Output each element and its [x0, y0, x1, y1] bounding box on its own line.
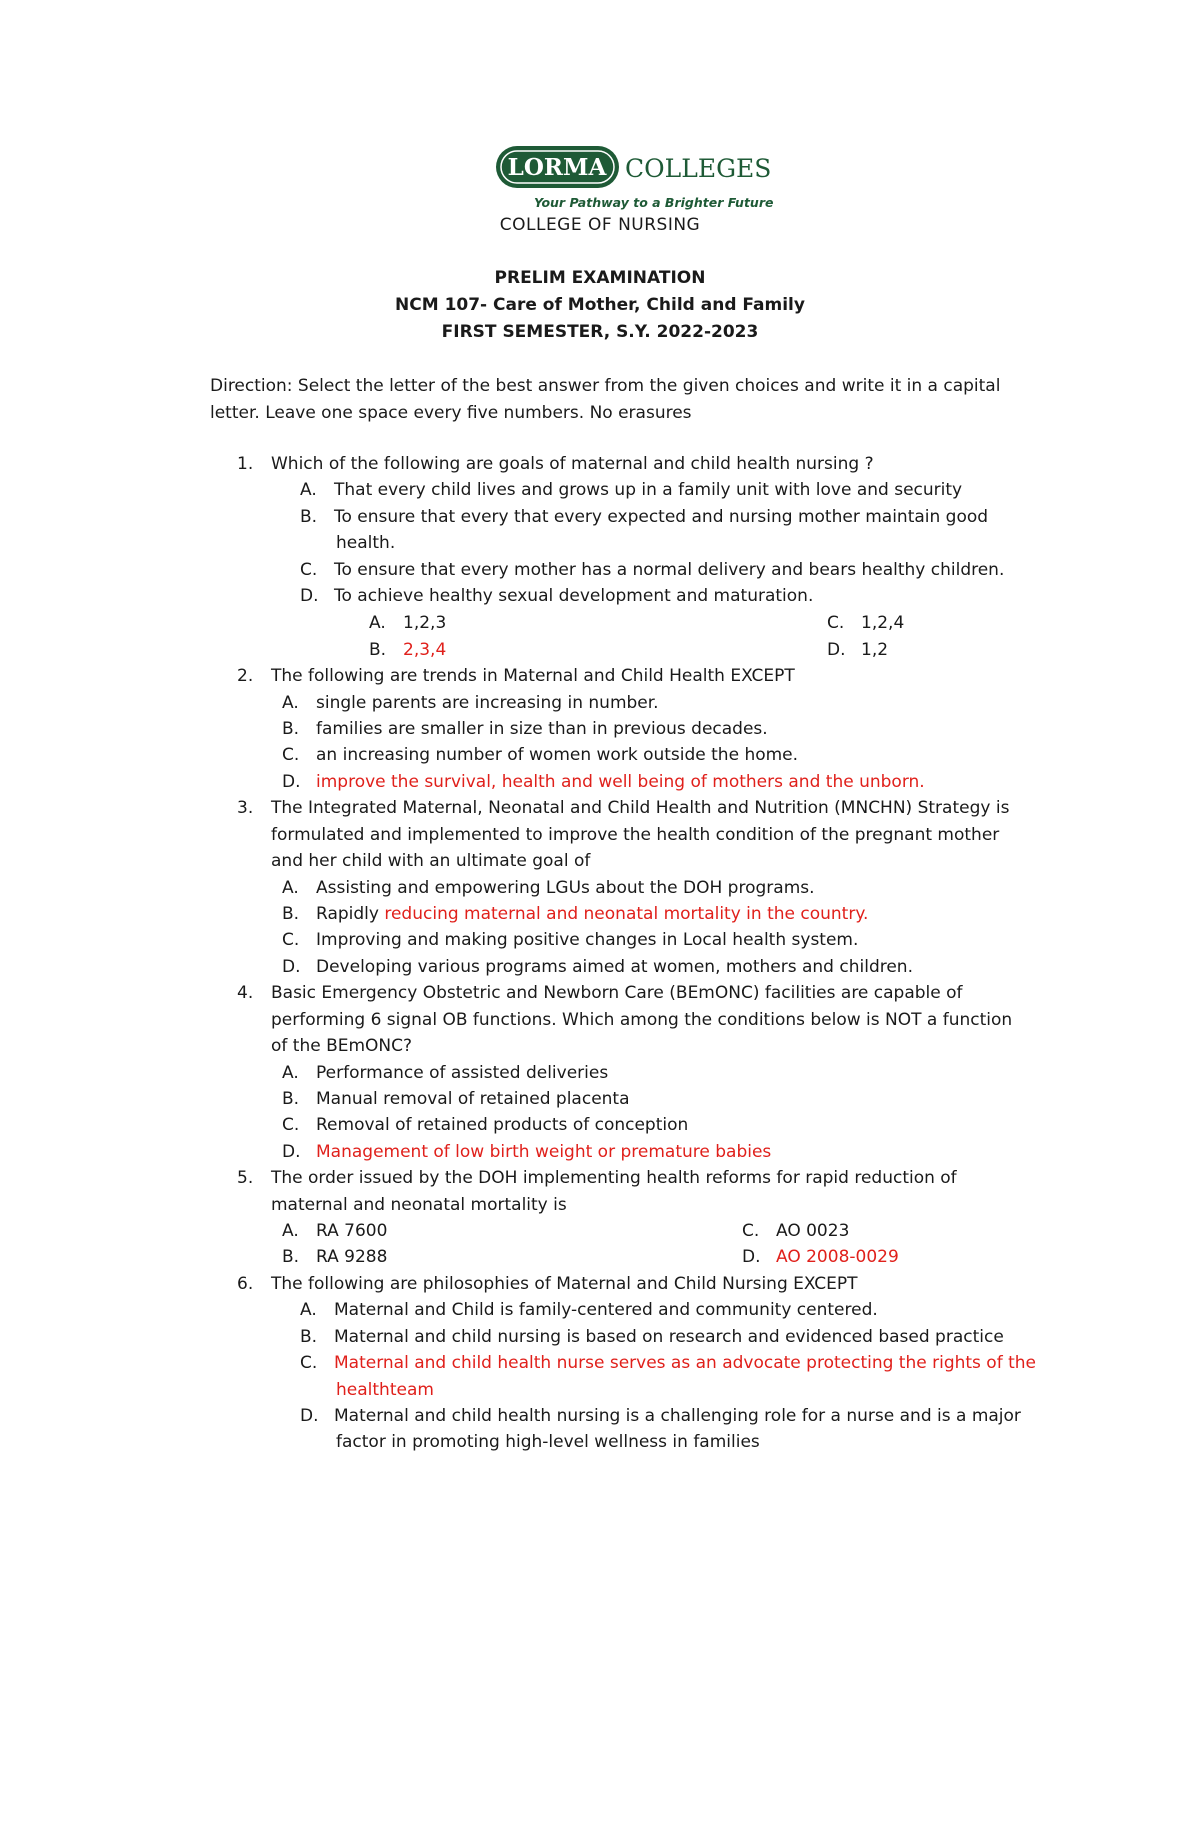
choice: B. RA 9288 [282, 1247, 388, 1267]
choice: D. Maternal and child health nursing is a challenging role for a nurse and is a major [300, 1406, 1021, 1426]
question-text-cont: maternal and neonatal mortality is [271, 1195, 567, 1215]
choice: A. Maternal and Child is family-centered and community centered. [300, 1300, 878, 1320]
question-number: 6. [237, 1274, 254, 1294]
choice: A. single parents are increasing in number. [282, 693, 659, 713]
question-number: 4. [237, 983, 254, 1003]
exam-title: PRELIM EXAMINATION [494, 268, 706, 288]
choice: C. Removal of retained products of conception [282, 1115, 689, 1135]
choice: A. Performance of assisted deliveries [282, 1063, 609, 1083]
choice-correct: D. improve the survival, health and well being of mothers and the unborn. [282, 772, 925, 792]
item-label: A. [300, 480, 317, 500]
choice-correct-cont: healthteam [336, 1380, 434, 1400]
item-label: C. [300, 560, 318, 580]
item-label: D. [300, 586, 319, 606]
choice-correct: D. AO 2008-0029 [742, 1247, 899, 1267]
course-title: NCM 107- Care of Mother, Child and Family [395, 295, 805, 315]
question-text: The following are trends in Maternal and Child Health EXCEPT [271, 666, 795, 686]
question-number: 1. [237, 454, 254, 474]
choice: C. Improving and making positive changes in Local health system. [282, 930, 859, 950]
item-text-cont: health. [336, 533, 396, 553]
choice: B. Manual removal of retained placenta [282, 1089, 630, 1109]
question-text-cont: and her child with an ultimate goal of [271, 851, 591, 871]
college-name: COLLEGE OF NURSING [499, 215, 701, 235]
choice: C. 1,2,4 [827, 613, 905, 633]
logo-tagline: Your Pathway to a Brighter Future [534, 195, 774, 210]
question-number: 3. [237, 798, 254, 818]
choice: A. 1,2,3 [369, 613, 447, 633]
semester: FIRST SEMESTER, S.Y. 2022-2023 [441, 322, 759, 342]
lorma-colleges-logo [494, 143, 794, 211]
choice-correct: B. 2,3,4 [369, 640, 447, 660]
choice-correct: D. Management of low birth weight or premature babies [282, 1142, 772, 1162]
choice-cont: factor in promoting high-level wellness in families [336, 1432, 760, 1452]
question-text: The following are philosophies of Maternal and Child Nursing EXCEPT [271, 1274, 858, 1294]
question-number: 5. [237, 1168, 254, 1188]
choice: A. Assisting and empowering LGUs about the DOH programs. [282, 878, 815, 898]
question-text-cont: performing 6 signal OB functions. Which among the conditions below is NOT a function [271, 1010, 1013, 1030]
item-text: To ensure that every mother has a normal delivery and bears healthy children. [334, 560, 1005, 580]
question-text: The order issued by the DOH implementing health reforms for rapid reduction of [271, 1168, 957, 1188]
item-label: B. [300, 507, 318, 527]
logo-right-text: COLLEGES [625, 154, 772, 183]
question-text-cont: of the BEmONC? [271, 1036, 413, 1056]
choice-correct: C. Maternal and child health nurse serves as an advocate protecting the rights of the [300, 1353, 1036, 1373]
choice: D. Developing various programs aimed at women, mothers and children. [282, 957, 913, 977]
choice: B. families are smaller in size than in previous decades. [282, 719, 768, 739]
question-number: 2. [237, 666, 254, 686]
choice: C. an increasing number of women work outside the home. [282, 745, 799, 765]
choice: C. AO 0023 [742, 1221, 850, 1241]
question-text-cont: formulated and implemented to improve the health condition of the pregnant mother [271, 825, 1000, 845]
logo-left-text: LORMA [507, 154, 607, 181]
question-text: Which of the following are goals of maternal and child health nursing ? [271, 454, 874, 474]
item-text: That every child lives and grows up in a family unit with love and security [334, 480, 963, 500]
item-text: To ensure that every that every expected and nursing mother maintain good [334, 507, 989, 527]
question-text: Basic Emergency Obstetric and Newborn Care (BEmONC) facilities are capable of [271, 983, 963, 1003]
directions: Direction: Select the letter of the best answer from the given choices and write it in a capital letter. Leave one space every five numbers. No erasures [210, 376, 1001, 423]
choice: B. Maternal and child nursing is based on research and evidenced based practice [300, 1327, 1004, 1347]
choice: D. 1,2 [827, 640, 889, 660]
choice: A. RA 7600 [282, 1221, 388, 1241]
choice-correct: B. Rapidly reducing maternal and neonatal mortality in the country. [282, 904, 869, 924]
question-text: The Integrated Maternal, Neonatal and Child Health and Nutrition (MNCHN) Strategy is [271, 798, 1010, 818]
item-text: To achieve healthy sexual development and maturation. [334, 586, 814, 606]
